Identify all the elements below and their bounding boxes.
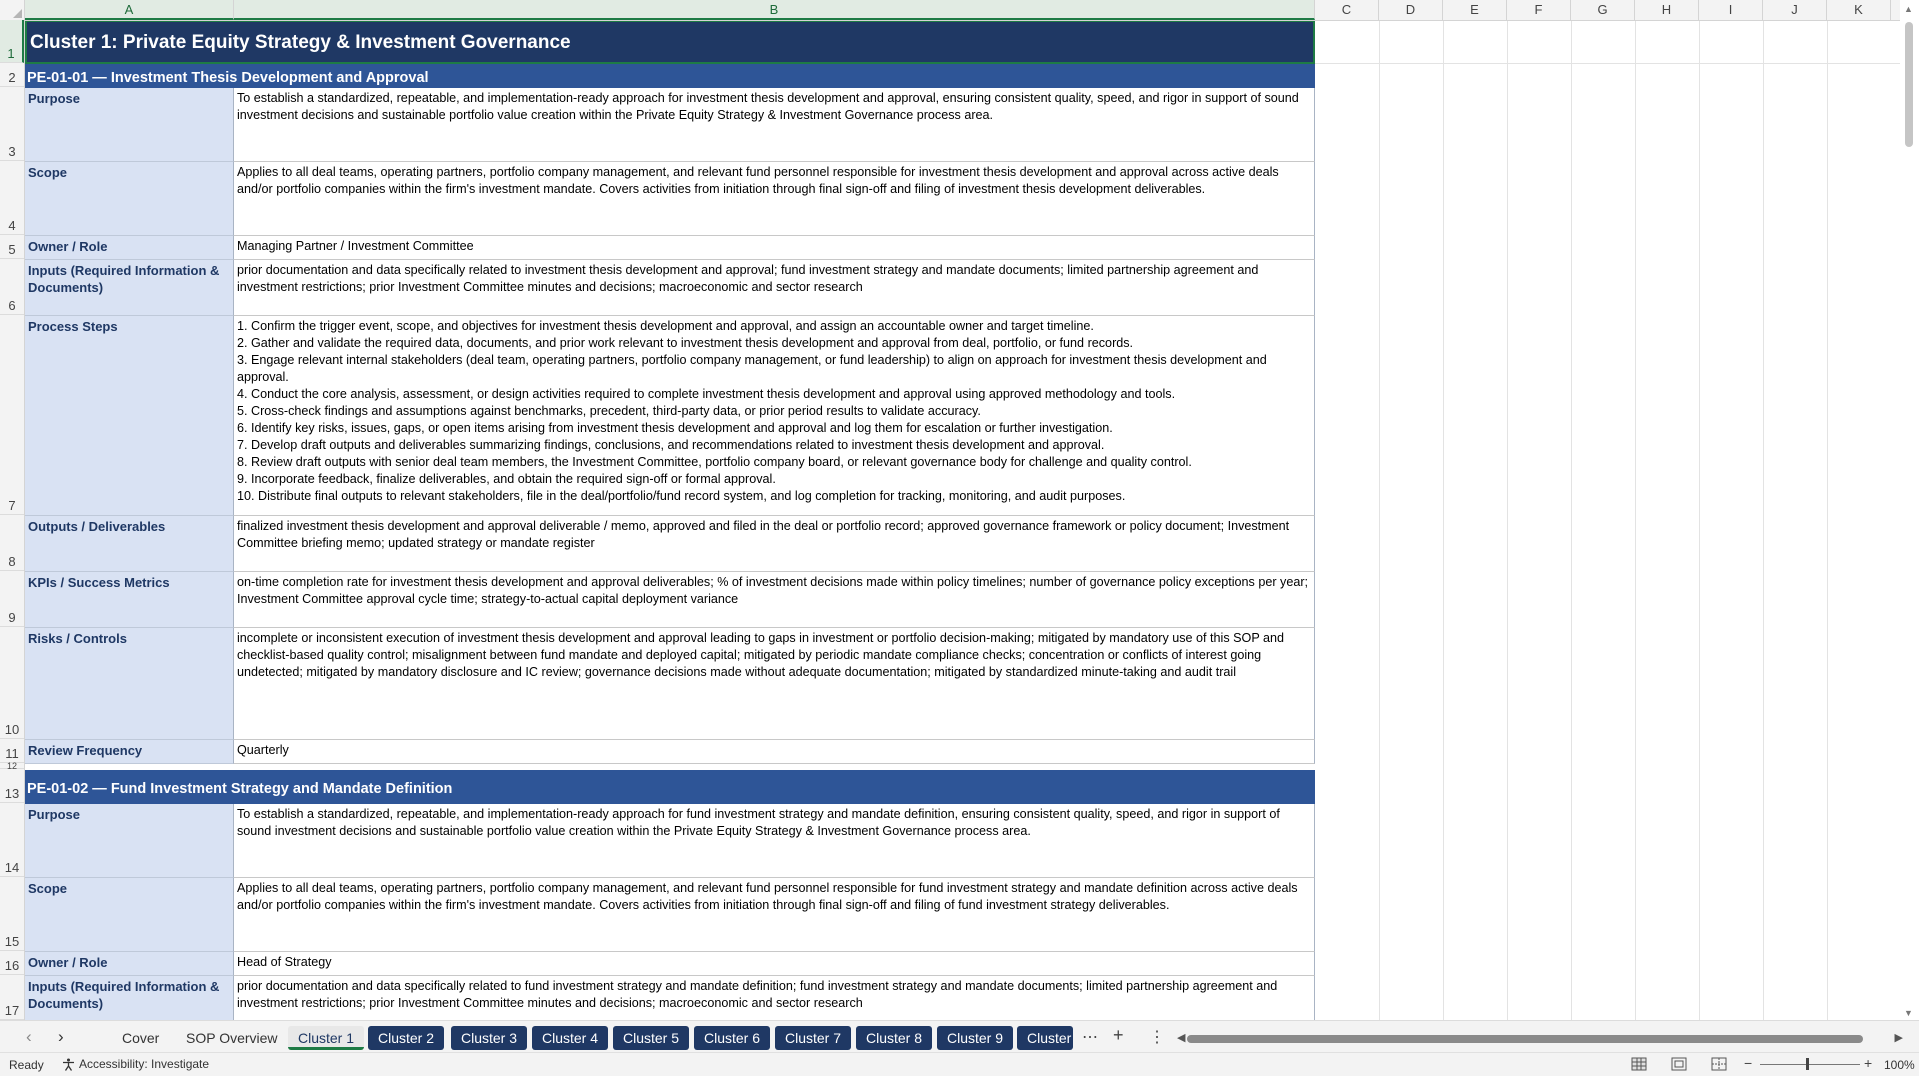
column-header-b[interactable]: B [234, 0, 1315, 20]
vertical-scrollbar[interactable] [1900, 0, 1919, 1020]
sheet-options-icon[interactable]: ⋮ [1149, 1029, 1165, 1046]
row-header-1[interactable]: 1 [0, 20, 24, 63]
field-value-inputs[interactable]: prior documentation and data specifically related to investment thesis development and approval; fund investment strategy and mandate documents; limited partnership agreement and investment restrictions; prior Investment Committee minutes and decisions; macroeconomic and sector research [234, 260, 1315, 316]
field-value-owner[interactable]: Managing Partner / Investment Committee [234, 236, 1315, 260]
column-header-k[interactable]: K [1827, 0, 1891, 20]
row-header-13[interactable]: 13 [0, 769, 24, 803]
column-header-f[interactable]: F [1507, 0, 1571, 20]
row-header-14[interactable]: 14 [0, 803, 24, 877]
field-label-review-frequency[interactable]: Review Frequency [25, 740, 234, 764]
field-value-inputs[interactable]: prior documentation and data specifically related to fund investment strategy and mandate definition; fund investment strategy and mandate documents; limited partnership agreement and investment restrictions; prior Investment Committee minutes and decisions; macroeconomic and sector research [234, 976, 1315, 1020]
field-value-kpis[interactable]: on-time completion rate for investment thesis development and approval deliverables; % of investment decisions made within policy timelines; number of governance policy exceptions per year; Investment Committee approval cycle time; strategy-to-actual capital deployment variance [234, 572, 1315, 628]
field-label-purpose[interactable]: Purpose [25, 88, 234, 162]
sheet-tab-sop-overview[interactable]: SOP Overview [186, 1030, 278, 1046]
column-header-d[interactable]: D [1379, 0, 1443, 20]
page-break-view-icon[interactable] [1708, 1056, 1730, 1073]
horizontal-scroll-thumb[interactable] [1187, 1035, 1863, 1043]
field-label-owner[interactable]: Owner / Role [25, 952, 234, 976]
scroll-right-arrow-icon[interactable]: ▶ [1894, 1032, 1903, 1044]
sheet-tab-bar [0, 1020, 1919, 1053]
add-sheet-icon[interactable]: + [1113, 1025, 1124, 1045]
field-label-owner[interactable]: Owner / Role [25, 236, 234, 260]
field-value-process-steps[interactable]: 1. Confirm the trigger event, scope, and objectives for investment thesis development and approval, and assign an accountable owner and target timeline. 2. Gather and validate the required data, documents, and prior work relevant to investment thesis development and approval from deal, portfolio, or fund records. 3. Engage relevant internal stakeholders (deal team, operating partners, portfolio company management, or fund leadership) to align on approach for investment thesis development and approval. 4. Conduct the core analysis, assessment, or design activities required to complete investment thesis development and approval using approved methodology and tools. 5. Cross-check findings and assumptions against benchmarks, precedent, third-party data, or prior period results to validate accuracy. 6. Identify key risks, issues, gaps, or open items arising from investment thesis development and approval and log them for escalation or further investigation. 7. Develop draft outputs and deliverables summarizing findings, conclusions, and recommendations related to investment thesis development and approval. 8. Review draft outputs with senior deal team members, the Investment Committee, portfolio company board, or relevant governance body for challenge and quality control. 9. Incorporate feedback, finalize deliverables, and obtain the required sign-off or formal approval. 10. Distribute final outputs to relevant stakeholders, file in the deal/portfolio/fund record system, and log completion for tracking, monitoring, and audit purposes. [234, 316, 1315, 516]
sheet-title: Cluster 1: Private Equity Strategy & Investment Governance [30, 32, 571, 53]
sheet-tab-cluster-7[interactable]: Cluster 7 [775, 1026, 851, 1050]
status-bar [0, 1052, 1919, 1076]
field-value-owner[interactable]: Head of Strategy [234, 952, 1315, 976]
row-header-4[interactable]: 4 [0, 161, 24, 235]
sheet-tab-cluster-10[interactable]: Cluster [1017, 1026, 1073, 1050]
field-label-scope[interactable]: Scope [25, 162, 234, 236]
field-label-purpose[interactable]: Purpose [25, 804, 234, 878]
sheet-title-cell[interactable] [25, 21, 1315, 64]
field-label-process-steps[interactable]: Process Steps [25, 316, 234, 516]
sheet-tab-cover[interactable]: Cover [122, 1030, 160, 1046]
field-value-risks[interactable]: incomplete or inconsistent execution of investment thesis development and approval leading to gaps in investment or portfolio decision-making; mitigated by mandatory use of this SOP and checklist-based quality control; misalignment between fund mandate and deployed capital; mitigated by periodic mandate compliance checks; concentration or conflicts of interest going undetected; mitigated by mandatory disclosure and IC review; governance decisions made without adequate documentation; mitigated by standardized minute-taking and audit trail [234, 628, 1315, 740]
sheet-tab-cluster-2[interactable]: Cluster 2 [368, 1026, 444, 1050]
zoom-in-icon[interactable]: + [1864, 1055, 1873, 1071]
field-value-scope[interactable]: Applies to all deal teams, operating partners, portfolio company management, and relevant fund personnel responsible for fund investment strategy and mandate definition across active deals and/or portfolio companies within the firm's investment mandate. Covers activities from initiation through final sign-off and filing of fund investment strategy deliverables. [234, 878, 1315, 952]
row-header-bar [0, 20, 25, 1020]
row-header-15[interactable]: 15 [0, 877, 24, 951]
cell-grid[interactable] [25, 21, 1900, 1020]
accessibility-status-button[interactable] [62, 1057, 209, 1071]
row-header-17[interactable]: 17 [0, 975, 24, 1020]
field-label-outputs[interactable]: Outputs / Deliverables [25, 516, 234, 572]
section-header-row[interactable] [25, 64, 1315, 88]
section-header-row[interactable] [25, 770, 1315, 804]
sheet-tab-cluster-9[interactable]: Cluster 9 [937, 1026, 1013, 1050]
sheet-tab-cluster-1[interactable]: Cluster 1 [288, 1026, 364, 1050]
field-label-kpis[interactable]: KPIs / Success Metrics [25, 572, 234, 628]
column-header-h[interactable]: H [1635, 0, 1699, 20]
field-value-purpose[interactable]: To establish a standardized, repeatable, and implementation-ready approach for investment thesis development and approval, ensuring consistent quality, speed, and rigor in support of sound investment decisions and sustainable portfolio value creation within the Private Equity Strategy & Investment Governance process area. [234, 88, 1315, 162]
field-label-scope[interactable]: Scope [25, 878, 234, 952]
row-header-5[interactable]: 5 [0, 235, 24, 259]
field-value-outputs[interactable]: finalized investment thesis development and approval deliverable / memo, approved and filed in the deal or portfolio record; approved governance framework or policy document; Investment Committee briefing memo; updated strategy or mandate register [234, 516, 1315, 572]
column-header-bar [0, 0, 1900, 21]
sheet-tab-cluster-6[interactable]: Cluster 6 [694, 1026, 770, 1050]
column-header-e[interactable]: E [1443, 0, 1507, 20]
more-sheets-icon[interactable]: ⋯ [1082, 1029, 1098, 1046]
horizontal-scrollbar[interactable] [1177, 1032, 1903, 1044]
zoom-slider-track[interactable] [1760, 1064, 1860, 1065]
section-header: PE-01-02 — Fund Investment Strategy and Mandate Definition [27, 781, 453, 797]
field-value-review-frequency[interactable]: Quarterly [234, 740, 1315, 764]
prev-sheet-icon[interactable]: ‹ [26, 1027, 32, 1046]
row-header-10[interactable]: 10 [0, 627, 24, 739]
accessibility-icon [62, 1058, 75, 1071]
row-header-6[interactable]: 6 [0, 259, 24, 315]
row-header-12[interactable]: 12 [0, 763, 24, 769]
vertical-scroll-thumb[interactable] [1905, 22, 1913, 147]
sheet-tab-cluster-8[interactable]: Cluster 8 [856, 1026, 932, 1050]
page-layout-view-icon[interactable] [1668, 1056, 1690, 1073]
row-header-16[interactable]: 16 [0, 951, 24, 975]
row-header-11[interactable]: 11 [0, 739, 24, 763]
normal-view-icon[interactable] [1628, 1056, 1650, 1073]
sheet-tab-cluster-5[interactable]: Cluster 5 [613, 1026, 689, 1050]
status-ready-text: Ready [9, 1058, 44, 1072]
scroll-down-arrow-icon[interactable]: ▼ [1904, 1008, 1913, 1018]
accessibility-status-text: Accessibility: Investigate [79, 1057, 210, 1071]
zoom-out-icon[interactable]: − [1744, 1055, 1753, 1071]
row-header-2[interactable]: 2 [0, 63, 24, 87]
section-header: PE-01-01 — Investment Thesis Development and Approval [27, 70, 429, 86]
field-label-inputs[interactable]: Inputs (Required Information & Documents) [25, 976, 234, 1020]
sheet-tab-cluster-3[interactable]: Cluster 3 [451, 1026, 527, 1050]
column-header-i[interactable]: I [1699, 0, 1763, 20]
select-all-corner[interactable] [0, 0, 25, 20]
column-header-g[interactable]: G [1571, 0, 1635, 20]
column-header-j[interactable]: J [1763, 0, 1827, 20]
row-header-9[interactable]: 9 [0, 571, 24, 627]
field-label-risks[interactable]: Risks / Controls [25, 628, 234, 740]
field-value-scope[interactable]: Applies to all deal teams, operating partners, portfolio company management, and relevant fund personnel responsible for investment thesis development and approval across active deals and/or portfolio companies within the firm's investment mandate. Covers activities from initiation through final sign-off and filing of investment thesis development deliverables. [234, 162, 1315, 236]
scroll-up-arrow-icon[interactable]: ▲ [1904, 4, 1913, 14]
row-header-7[interactable]: 7 [0, 315, 24, 515]
field-value-purpose[interactable]: To establish a standardized, repeatable, and implementation-ready approach for fund investment strategy and mandate definition, ensuring consistent quality, speed, and rigor in support of sound investment decisions and sustainable portfolio value creation within the Private Equity Strategy & Investment Governance process area. [234, 804, 1315, 878]
column-header-c[interactable]: C [1315, 0, 1379, 20]
column-header-a[interactable]: A [25, 0, 234, 20]
field-label-inputs[interactable]: Inputs (Required Information & Documents) [25, 260, 234, 316]
zoom-slider-thumb[interactable] [1806, 1058, 1809, 1070]
zoom-level[interactable]: 100% [1884, 1058, 1915, 1072]
row-header-8[interactable]: 8 [0, 515, 24, 571]
scroll-left-arrow-icon[interactable]: ◀ [1177, 1032, 1186, 1044]
row-header-3[interactable]: 3 [0, 87, 24, 161]
next-sheet-icon[interactable]: › [58, 1027, 64, 1046]
sheet-tab-cluster-4[interactable]: Cluster 4 [532, 1026, 608, 1050]
